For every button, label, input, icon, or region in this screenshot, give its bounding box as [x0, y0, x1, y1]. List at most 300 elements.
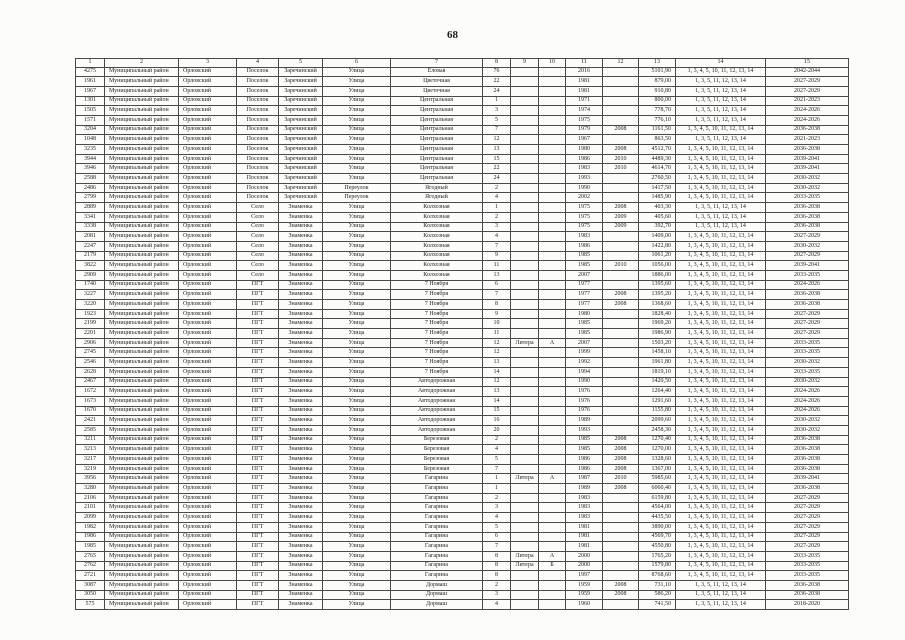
period-cell: 2033-2035 [766, 561, 849, 571]
area-cell: 8768,60 [639, 571, 676, 581]
municipality-type-cell: Муниципальный район [105, 406, 179, 416]
district-cell: Орловский [179, 261, 237, 271]
settlement-name-cell: Знаменка [279, 503, 323, 513]
work-types-cell: 1, 3, 4, 5, 10, 11, 12, 13, 14 [676, 445, 766, 455]
building-letter-cell [539, 77, 566, 87]
house-number-cell: 4 [483, 232, 511, 242]
work-types-cell: 1, 3, 4, 5, 10, 11, 12, 13, 14 [676, 561, 766, 571]
settlement-name-cell: Знаменка [279, 474, 323, 484]
settlement-type-cell: ПГТ [237, 600, 279, 610]
record-id-cell: 2799 [76, 193, 105, 203]
building-letter-cell [539, 406, 566, 416]
table-row [76, 329, 849, 339]
building-letter-label-cell [511, 590, 539, 600]
table-row [76, 600, 849, 610]
settlement-name-cell: Знаменка [279, 571, 323, 581]
district-cell: Орловский [179, 241, 237, 251]
municipality-type-cell: Муниципальный район [105, 338, 179, 348]
settlement-type-cell: ПГТ [237, 300, 279, 310]
settlement-type-cell: Поселок [237, 154, 279, 164]
street-type-cell: Улица [323, 212, 391, 222]
construction-year-cell: 1985 [566, 445, 603, 455]
settlement-name-cell: Знаменка [279, 309, 323, 319]
building-letter-label-cell [511, 290, 539, 300]
work-types-cell: 1, 3, 4, 5, 10, 11, 12, 13, 14 [676, 261, 766, 271]
period-cell: 2036-2038 [766, 290, 849, 300]
area-cell: 2760,50 [639, 174, 676, 184]
record-id-cell: 1986 [76, 532, 105, 542]
street-type-cell: Улица [323, 532, 391, 542]
renovation-year-cell [603, 232, 639, 242]
table-row [76, 542, 849, 552]
period-cell: 2036-2038 [766, 580, 849, 590]
construction-year-cell: 1987 [566, 474, 603, 484]
construction-year-cell: 1980 [566, 309, 603, 319]
construction-year-cell: 1975 [566, 212, 603, 222]
municipality-type-cell: Муниципальный район [105, 222, 179, 232]
period-cell: 2027-2029 [766, 309, 849, 319]
settlement-name-cell: Знаменка [279, 232, 323, 242]
building-letter-cell [539, 290, 566, 300]
settlement-type-cell: ПГТ [237, 416, 279, 426]
construction-year-cell: 2002 [566, 193, 603, 203]
building-letter-label-cell [511, 387, 539, 397]
table-row [76, 406, 849, 416]
renovation-year-cell [603, 377, 639, 387]
record-id-cell: 3946 [76, 164, 105, 174]
renovation-year-cell [603, 551, 639, 561]
municipality-type-cell: Муниципальный район [105, 329, 179, 339]
street-name-cell: Колхозная [391, 222, 483, 232]
house-number-cell: 2 [483, 212, 511, 222]
street-name-cell: Автодорожная [391, 396, 483, 406]
street-type-cell: Улица [323, 145, 391, 155]
building-letter-label-cell [511, 261, 539, 271]
house-number-cell: 1 [483, 474, 511, 484]
street-name-cell: Центральная [391, 125, 483, 135]
table-row [76, 367, 849, 377]
building-letter-cell [539, 106, 566, 116]
area-cell: 1828,40 [639, 309, 676, 319]
street-name-cell: Дормаш [391, 600, 483, 610]
area-cell: 6060,40 [639, 484, 676, 494]
house-number-cell: 4 [483, 600, 511, 610]
street-type-cell: Улица [323, 338, 391, 348]
table-row [76, 358, 849, 368]
street-name-cell: 7 Ноября [391, 338, 483, 348]
house-number-cell: 5 [483, 115, 511, 125]
settlement-name-cell: Заречинский [279, 145, 323, 155]
construction-year-cell: 1990 [566, 183, 603, 193]
table-row [76, 590, 849, 600]
building-letter-cell [539, 222, 566, 232]
building-letter-label-cell [511, 600, 539, 610]
renovation-year-cell [603, 358, 639, 368]
work-types-cell: 1, 3, 4, 5, 10, 11, 12, 13, 14 [676, 280, 766, 290]
house-number-cell: 2 [483, 580, 511, 590]
settlement-type-cell: ПГТ [237, 319, 279, 329]
house-number-cell: 4 [483, 445, 511, 455]
building-letter-label-cell [511, 580, 539, 590]
house-number-cell: 8 [483, 561, 511, 571]
street-type-cell: Улица [323, 367, 391, 377]
district-cell: Орловский [179, 77, 237, 87]
renovation-year-cell: 2009 [603, 222, 639, 232]
record-id-cell: 3213 [76, 445, 105, 455]
building-letter-cell [539, 464, 566, 474]
settlement-name-cell: Знаменка [279, 561, 323, 571]
building-letter-cell [539, 329, 566, 339]
street-name-cell: Центральная [391, 106, 483, 116]
house-number-cell: 9 [483, 309, 511, 319]
construction-year-cell: 1981 [566, 86, 603, 96]
period-cell: 2033-2035 [766, 270, 849, 280]
work-types-cell: 1, 3, 4, 5, 10, 11, 12, 13, 14 [676, 164, 766, 174]
area-cell: 4614,70 [639, 164, 676, 174]
renovation-year-cell [603, 174, 639, 184]
work-types-cell: 1, 3, 5, 11, 12, 13, 14 [676, 212, 766, 222]
municipality-type-cell: Муниципальный район [105, 542, 179, 552]
construction-year-cell: 1967 [566, 135, 603, 145]
table-row [76, 193, 849, 203]
record-id-cell: 2628 [76, 367, 105, 377]
building-letter-label-cell [511, 125, 539, 135]
building-letter-label-cell [511, 425, 539, 435]
renovation-year-cell: 2008 [603, 590, 639, 600]
municipality-type-cell: Муниципальный район [105, 135, 179, 145]
street-name-cell: 7 Ноября [391, 300, 483, 310]
construction-year-cell: 1981 [566, 532, 603, 542]
period-cell: 2036-2038 [766, 212, 849, 222]
construction-year-cell: 1990 [566, 377, 603, 387]
record-id-cell: 1740 [76, 280, 105, 290]
building-letter-label-cell [511, 270, 539, 280]
building-letter-label-cell: Литера [511, 338, 539, 348]
district-cell: Орловский [179, 396, 237, 406]
settlement-type-cell: ПГТ [237, 387, 279, 397]
settlement-type-cell: ПГТ [237, 396, 279, 406]
record-id-cell: 2467 [76, 377, 105, 387]
municipality-type-cell: Муниципальный район [105, 270, 179, 280]
area-cell: 1409,00 [639, 232, 676, 242]
building-letter-cell [539, 416, 566, 426]
settlement-name-cell: Знаменка [279, 241, 323, 251]
house-number-cell: 1 [483, 484, 511, 494]
area-cell: 1264,40 [639, 387, 676, 397]
settlement-type-cell: Село [237, 212, 279, 222]
municipality-type-cell: Муниципальный район [105, 358, 179, 368]
street-name-cell: Гагарина [391, 522, 483, 532]
work-types-cell: 1, 3, 4, 5, 10, 11, 12, 13, 14 [676, 455, 766, 465]
street-type-cell: Улица [323, 455, 391, 465]
street-type-cell: Улица [323, 503, 391, 513]
period-cell: 2024-2026 [766, 396, 849, 406]
period-cell: 2039-2041 [766, 261, 849, 271]
work-types-cell: 1, 3, 4, 5, 10, 11, 12, 13, 14 [676, 329, 766, 339]
table-row [76, 212, 849, 222]
table-row [76, 300, 849, 310]
column-number-3: 3 [179, 59, 237, 68]
building-letter-label-cell [511, 416, 539, 426]
street-name-cell: Гагарина [391, 484, 483, 494]
street-name-cell: Гагарина [391, 542, 483, 552]
district-cell: Орловский [179, 542, 237, 552]
building-letter-label-cell [511, 77, 539, 87]
street-name-cell: Колхозная [391, 212, 483, 222]
district-cell: Орловский [179, 425, 237, 435]
settlement-type-cell: ПГТ [237, 522, 279, 532]
area-cell: 6159,80 [639, 493, 676, 503]
period-cell: 2042-2044 [766, 67, 849, 77]
record-id-cell: 3204 [76, 125, 105, 135]
period-cell: 2024-2026 [766, 406, 849, 416]
building-letter-label-cell [511, 329, 539, 339]
district-cell: Орловский [179, 435, 237, 445]
building-letter-cell [539, 503, 566, 513]
district-cell: Орловский [179, 309, 237, 319]
street-type-cell: Улица [323, 571, 391, 581]
municipality-type-cell: Муниципальный район [105, 319, 179, 329]
street-name-cell: 7 Ноября [391, 329, 483, 339]
page-number: 68 [447, 29, 458, 41]
street-name-cell: Березовая [391, 464, 483, 474]
settlement-name-cell: Заречинский [279, 96, 323, 106]
record-id-cell: 2179 [76, 251, 105, 261]
renovation-year-cell [603, 115, 639, 125]
district-cell: Орловский [179, 348, 237, 358]
district-cell: Орловский [179, 590, 237, 600]
settlement-type-cell: Поселок [237, 77, 279, 87]
district-cell: Орловский [179, 522, 237, 532]
settlement-name-cell: Знаменка [279, 261, 323, 271]
street-type-cell: Улица [323, 232, 391, 242]
settlement-type-cell: ПГТ [237, 338, 279, 348]
municipality-type-cell: Муниципальный район [105, 309, 179, 319]
area-cell: 5985,60 [639, 474, 676, 484]
municipality-type-cell: Муниципальный район [105, 96, 179, 106]
renovation-year-cell [603, 600, 639, 610]
work-types-cell: 1, 3, 4, 5, 10, 11, 12, 13, 14 [676, 174, 766, 184]
street-name-cell: Автодорожная [391, 416, 483, 426]
house-number-cell: 9 [483, 251, 511, 261]
building-letter-cell [539, 532, 566, 542]
housing-register-table [75, 58, 849, 610]
period-cell: 2036-2038 [766, 464, 849, 474]
area-cell: 4435,50 [639, 513, 676, 523]
street-type-cell: Улица [323, 174, 391, 184]
building-letter-cell [539, 377, 566, 387]
street-name-cell: Ягодный [391, 183, 483, 193]
settlement-type-cell: ПГТ [237, 590, 279, 600]
settlement-name-cell: Заречинский [279, 193, 323, 203]
house-number-cell: 24 [483, 174, 511, 184]
building-letter-label-cell [511, 106, 539, 116]
municipality-type-cell: Муниципальный район [105, 251, 179, 261]
house-number-cell: 11 [483, 329, 511, 339]
work-types-cell: 1, 3, 4, 5, 10, 11, 12, 13, 14 [676, 145, 766, 155]
table-row [76, 387, 849, 397]
building-letter-label-cell [511, 455, 539, 465]
house-number-cell: 15 [483, 154, 511, 164]
district-cell: Орловский [179, 154, 237, 164]
table-row [76, 145, 849, 155]
area-cell: 1291,60 [639, 396, 676, 406]
area-cell: 1458,10 [639, 348, 676, 358]
building-letter-label-cell [511, 96, 539, 106]
work-types-cell: 1, 3, 5, 11, 12, 13, 14 [676, 96, 766, 106]
building-letter-label-cell [511, 542, 539, 552]
period-cell: 2030-2032 [766, 174, 849, 184]
street-type-cell: Улица [323, 96, 391, 106]
settlement-type-cell: ПГТ [237, 329, 279, 339]
construction-year-cell: 1974 [566, 106, 603, 116]
house-number-cell: 2 [483, 435, 511, 445]
period-cell: 2030-2032 [766, 425, 849, 435]
building-letter-label-cell [511, 232, 539, 242]
work-types-cell: 1, 3, 4, 5, 10, 11, 12, 13, 14 [676, 300, 766, 310]
street-name-cell: 7 Ноября [391, 348, 483, 358]
record-id-cell: 3087 [76, 580, 105, 590]
house-number-cell: 22 [483, 77, 511, 87]
building-letter-cell [539, 145, 566, 155]
table-row [76, 445, 849, 455]
period-cell: 2033-2035 [766, 193, 849, 203]
settlement-name-cell: Знаменка [279, 290, 323, 300]
settlement-name-cell: Знаменка [279, 455, 323, 465]
area-cell: 741,50 [639, 600, 676, 610]
record-id-cell: 2247 [76, 241, 105, 251]
settlement-name-cell: Знаменка [279, 396, 323, 406]
building-letter-cell [539, 174, 566, 184]
renovation-year-cell [603, 503, 639, 513]
settlement-type-cell: ПГТ [237, 561, 279, 571]
table-row [76, 96, 849, 106]
street-name-cell: Центральная [391, 164, 483, 174]
settlement-name-cell: Знаменка [279, 484, 323, 494]
period-cell: 2036-2038 [766, 455, 849, 465]
municipality-type-cell: Муниципальный район [105, 125, 179, 135]
district-cell: Орловский [179, 270, 237, 280]
building-letter-label-cell: Литера [511, 474, 539, 484]
building-letter-cell [539, 590, 566, 600]
building-letter-label-cell [511, 396, 539, 406]
street-name-cell: Цветочная [391, 86, 483, 96]
period-cell: 2024-2026 [766, 387, 849, 397]
period-cell: 2036-2038 [766, 590, 849, 600]
work-types-cell: 1, 3, 4, 5, 10, 11, 12, 13, 14 [676, 522, 766, 532]
building-letter-label-cell [511, 319, 539, 329]
work-types-cell: 1, 3, 5, 11, 12, 13, 14 [676, 203, 766, 213]
street-name-cell: Гагарина [391, 561, 483, 571]
table-row [76, 86, 849, 96]
settlement-type-cell: ПГТ [237, 348, 279, 358]
building-letter-cell: А [539, 551, 566, 561]
renovation-year-cell [603, 425, 639, 435]
building-letter-cell [539, 367, 566, 377]
street-type-cell: Переулок [323, 183, 391, 193]
street-name-cell: 7 Ноября [391, 358, 483, 368]
period-cell: 2039-2041 [766, 164, 849, 174]
settlement-type-cell: ПГТ [237, 532, 279, 542]
renovation-year-cell [603, 329, 639, 339]
district-cell: Орловский [179, 290, 237, 300]
district-cell: Орловский [179, 493, 237, 503]
district-cell: Орловский [179, 106, 237, 116]
table-row [76, 174, 849, 184]
settlement-name-cell: Заречинский [279, 135, 323, 145]
settlement-type-cell: Село [237, 241, 279, 251]
district-cell: Орловский [179, 145, 237, 155]
construction-year-cell: 1989 [566, 484, 603, 494]
street-type-cell: Улица [323, 222, 391, 232]
municipality-type-cell: Муниципальный район [105, 580, 179, 590]
building-letter-cell [539, 135, 566, 145]
renovation-year-cell [603, 86, 639, 96]
settlement-type-cell: ПГТ [237, 445, 279, 455]
renovation-year-cell: 2008 [603, 145, 639, 155]
district-cell: Орловский [179, 532, 237, 542]
settlement-type-cell: Поселок [237, 145, 279, 155]
area-cell: 586,20 [639, 590, 676, 600]
house-number-cell: 13 [483, 358, 511, 368]
period-cell: 2027-2029 [766, 77, 849, 87]
settlement-type-cell: ПГТ [237, 484, 279, 494]
house-number-cell: 7 [483, 125, 511, 135]
area-cell: 1056,00 [639, 261, 676, 271]
record-id-cell: 1301 [76, 96, 105, 106]
renovation-year-cell [603, 183, 639, 193]
renovation-year-cell [603, 319, 639, 329]
settlement-type-cell: ПГТ [237, 425, 279, 435]
area-cell: 910,80 [639, 86, 676, 96]
settlement-type-cell: Село [237, 232, 279, 242]
area-cell: 1579,80 [639, 561, 676, 571]
area-cell: 1503,20 [639, 338, 676, 348]
renovation-year-cell: 2008 [603, 580, 639, 590]
settlement-name-cell: Знаменка [279, 580, 323, 590]
street-name-cell: Колхозная [391, 261, 483, 271]
building-letter-cell [539, 455, 566, 465]
work-types-cell: 1, 3, 4, 5, 10, 11, 12, 13, 14 [676, 367, 766, 377]
street-name-cell: Ягодный [391, 193, 483, 203]
construction-year-cell: 1997 [566, 571, 603, 581]
work-types-cell: 1, 3, 4, 5, 10, 11, 12, 13, 14 [676, 183, 766, 193]
construction-year-cell: 1985 [566, 319, 603, 329]
street-type-cell: Улица [323, 580, 391, 590]
district-cell: Орловский [179, 416, 237, 426]
construction-year-cell: 1975 [566, 222, 603, 232]
record-id-cell: 2762 [76, 561, 105, 571]
building-letter-label-cell [511, 174, 539, 184]
settlement-name-cell: Знаменка [279, 406, 323, 416]
settlement-name-cell: Заречинский [279, 164, 323, 174]
building-letter-label-cell [511, 212, 539, 222]
construction-year-cell: 1985 [566, 435, 603, 445]
settlement-name-cell: Знаменка [279, 464, 323, 474]
building-letter-cell [539, 270, 566, 280]
period-cell: 2027-2029 [766, 503, 849, 513]
street-type-cell: Переулок [323, 193, 391, 203]
house-number-cell: 6 [483, 532, 511, 542]
building-letter-label-cell [511, 503, 539, 513]
building-letter-cell [539, 193, 566, 203]
district-cell: Орловский [179, 174, 237, 184]
settlement-type-cell: Поселок [237, 106, 279, 116]
building-letter-label-cell [511, 193, 539, 203]
construction-year-cell: 1980 [566, 145, 603, 155]
building-letter-label-cell [511, 493, 539, 503]
street-type-cell: Улица [323, 445, 391, 455]
